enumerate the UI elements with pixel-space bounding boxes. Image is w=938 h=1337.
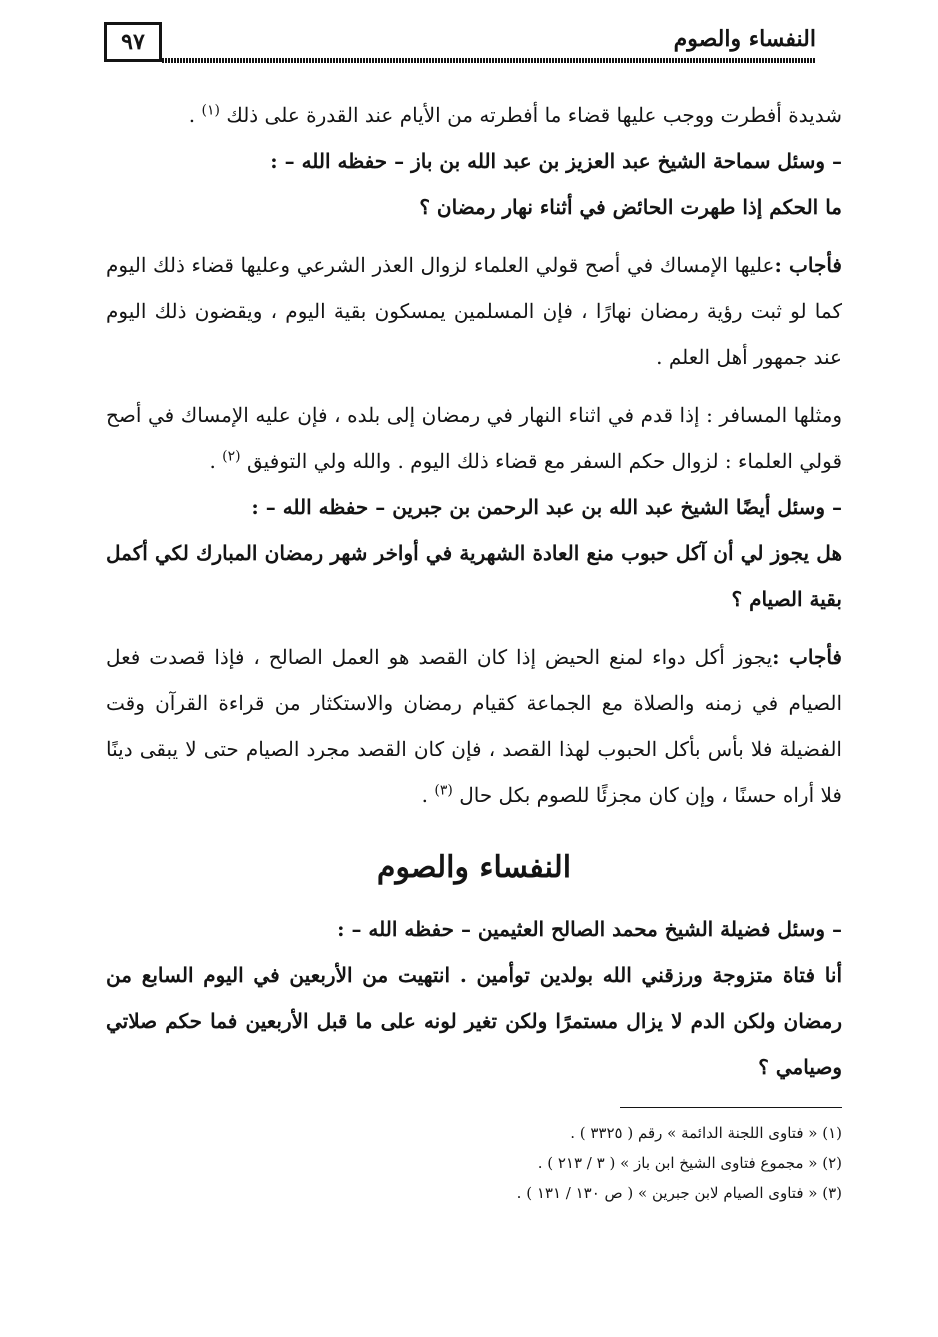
answer-2-end: . <box>421 783 435 807</box>
footnote-2: (٢) « مجموع فتاوى الشيخ ابن باز » ( ٣ / ٢١٣ ) . <box>537 1154 842 1172</box>
paragraph-1-end: . <box>188 103 202 127</box>
header-rule <box>162 58 816 63</box>
page-header <box>104 22 816 70</box>
page-number: ٩٧ <box>104 22 162 62</box>
question-2-text: هل يجوز لي أن آكل حبوب منع العادة الشهرية في أواخر شهر رمضان المبارك لكي أكمل بقية الصيام ؟ <box>106 541 842 611</box>
running-title: النفساء والصوم <box>673 26 816 52</box>
answer-2 <box>106 634 842 818</box>
answer-1-paragraph-2 <box>106 392 842 484</box>
paragraph-1-text: شديدة أفطرت ووجب عليها قضاء ما أفطرته من الأيام عند القدرة على ذلك <box>226 103 842 127</box>
answer-2-label: فأجاب : <box>772 645 842 669</box>
question-3-intro: – وسئل فضيلة الشيخ محمد الصالح العثيمين – حفظه الله – : <box>337 917 842 941</box>
answer-1-paragraph-2-text: ومثلها المسافر : إذا قدم في اثناء النهار في رمضان إلى بلده ، فإن عليه الإمساك في أصح قولي العلماء : لزوال حكم السفر مع قضاء ذلك اليوم . والله ولي التوفيق <box>106 403 842 473</box>
question-3-text: أنا فتاة متزوجة ورزقني الله بولدين توأمين . انتهيت من الأربعين في اليوم السابع من رمضان ولكن الدم لا يزال مستمرًا ولكن تغير لونه على ما قبل الأربعين فما حكم صلاتي وصيامي ؟ <box>106 963 842 1079</box>
footnote-divider <box>620 1107 842 1108</box>
answer-1-label: فأجاب : <box>774 253 842 277</box>
page-body <box>106 92 842 1090</box>
answer-2-text: يجوز أكل دواء لمنع الحيض إذا كان القصد هو العمل الصالح ، فإذا قصدت فعل الصيام في زمنه والصلاة مع الجماعة كقيام رمضان والاستكثار من قراءة القرآن وقت الفضيلة فلا بأس بأكل الحبوب لهذا القصد ، فإن كان القصد مجرد الصيام حتى لا يبقى دينًا فلا أراه حسنًا ، وإن كان مجزئًا للصوم بكل حال <box>106 645 842 807</box>
footnote-1: (١) « فتاوى اللجنة الدائمة » رقم ( ٣٣٢٥ ) . <box>570 1124 842 1142</box>
footnotes <box>106 1118 842 1208</box>
paragraph-1 <box>106 92 842 138</box>
question-1-intro: – وسئل سماحة الشيخ عبد العزيز بن عبد الله بن باز – حفظه الله – : <box>270 149 842 173</box>
footnote-ref-2[interactable]: (٢) <box>222 448 241 465</box>
question-1-text: ما الحكم إذا طهرت الحائض في أثناء نهار رمضان ؟ <box>419 195 842 219</box>
answer-1 <box>106 242 842 380</box>
footnote-ref-1[interactable]: (١) <box>201 102 220 119</box>
answer-1-text: عليها الإمساك في أصح قولي العلماء لزوال العذر الشرعي وعليها قضاء ذلك اليوم كما لو ثبت رؤية رمضان نهارًا ، فإن المسلمين يمسكون بقية اليوم ، ويقضون ذلك اليوم عند جمهور أهل العلم . <box>106 253 842 369</box>
footnote-ref-3[interactable]: (٣) <box>434 782 453 799</box>
section-heading: النفساء والصوم <box>376 850 572 885</box>
question-2-intro: – وسئل أيضًا الشيخ عبد الله بن عبد الرحمن بن جبرين – حفظه الله – : <box>251 495 842 519</box>
footnote-3: (٣) « فتاوى الصيام لابن جبرين » ( ص ١٣٠ / ١٣١ ) . <box>516 1184 842 1202</box>
answer-1-paragraph-2-end: . <box>209 449 223 473</box>
